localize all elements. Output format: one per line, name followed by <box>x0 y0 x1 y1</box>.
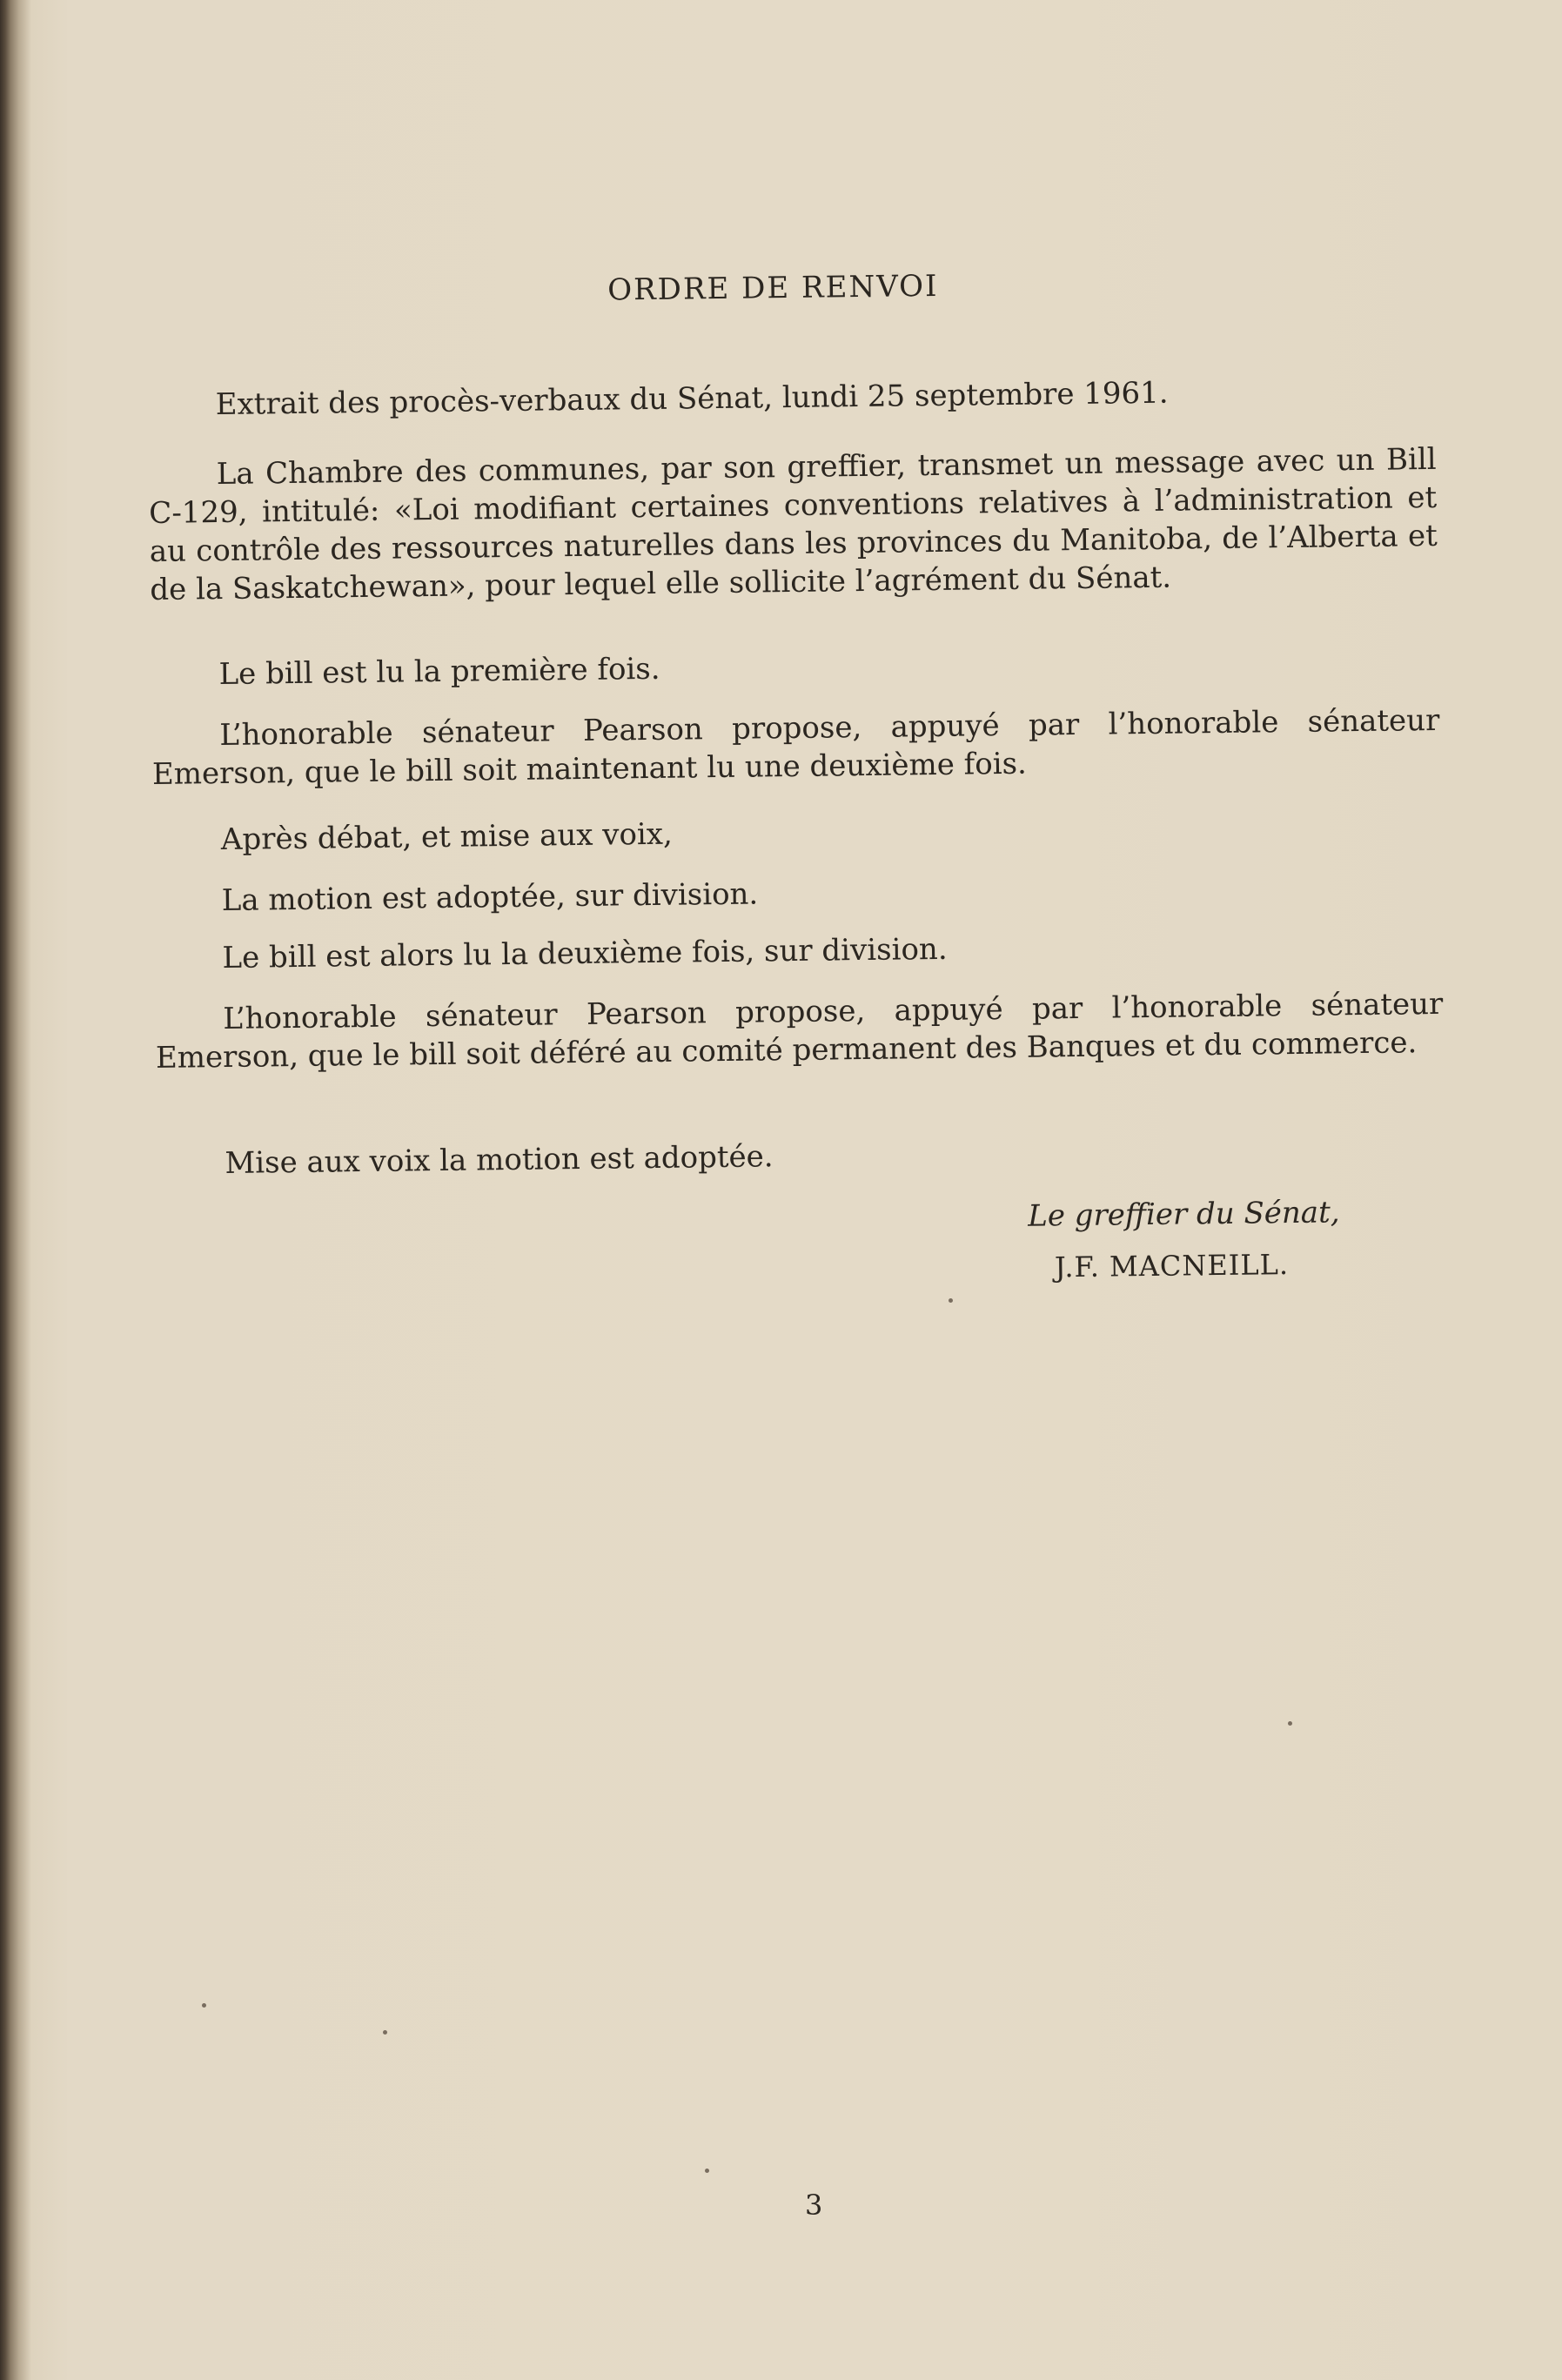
signature-name: J.F. MACNEILL. <box>1054 1248 1290 1284</box>
binding-edge <box>0 0 31 2380</box>
paragraph-committee-motion: L’honorable sénateur Pearson propose, appuyé par l’honorable sénateur Emerson, que le bill soit déféré au comité permanent des Banques et du commerce. <box>155 986 1444 1076</box>
signature-title: Le greffier du Sénat, <box>1027 1195 1340 1234</box>
paper-speck <box>383 2030 387 2035</box>
order-of-reference-text <box>146 263 1444 1284</box>
paragraph-second-reading: Le bill est alors lu la deuxième fois, sur division. <box>222 931 948 975</box>
paper-speck <box>1288 1721 1292 1726</box>
paragraph-second-reading-motion: L’honorable sénateur Pearson propose, appuyé par l’honorable sénateur Emerson, que le bill soit maintenant lu une deuxième fois. <box>151 702 1440 792</box>
paper-speck <box>949 1298 953 1303</box>
paragraph-message: La Chambre des communes, par son greffier, transmet un message avec un Bill C-129, intitulé: «Loi modifiant certaines conventions relatives à l’administration et au contrôle des ressources naturelles dans les provinces du Manitoba, de l’Alberta et de la Saskatchewan», pour lequel elle sollicite l’agrément du Sénat. <box>149 441 1438 607</box>
paper-speck <box>705 2169 709 2173</box>
paragraph-final-adoption: Mise aux voix la motion est adoptée. <box>225 1139 774 1181</box>
paragraph-debate: Après débat, et mise aux voix, <box>220 816 674 857</box>
paragraph-extract: Extrait des procès-verbaux du Sénat, lundi 25 septembre 1961. <box>215 375 1169 423</box>
paper-speck <box>202 2003 206 2008</box>
paragraph-motion-adopted: La motion est adoptée, sur division. <box>221 876 759 918</box>
page-number: 3 <box>805 2189 823 2222</box>
document-title: ORDRE DE RENVOI <box>607 268 939 308</box>
paragraph-first-reading: Le bill est lu la première fois. <box>218 651 660 693</box>
